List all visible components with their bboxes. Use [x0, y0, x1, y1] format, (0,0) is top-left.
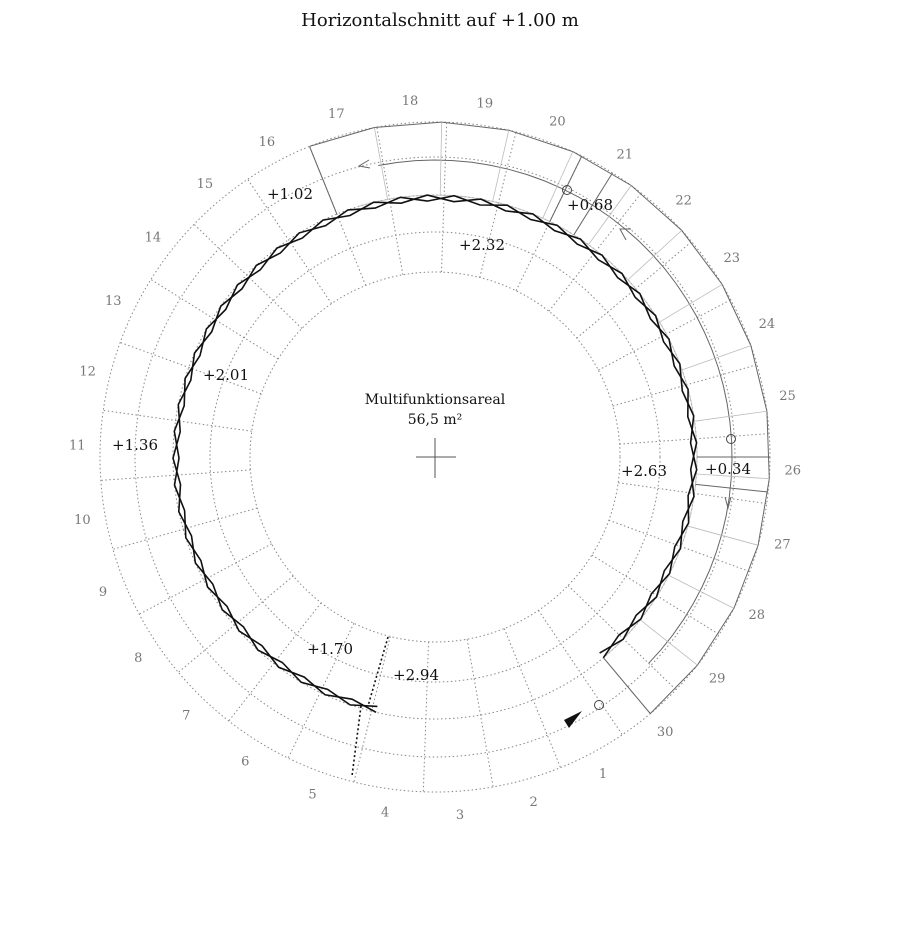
ramp-start	[603, 658, 650, 714]
step-number: 26	[784, 463, 802, 479]
ramp-step-line	[588, 185, 631, 244]
flight-boundary	[368, 637, 388, 706]
ramp-step-line	[628, 230, 682, 279]
step-number: 1	[598, 767, 608, 783]
step-number: 28	[748, 607, 766, 623]
area-size: 56,5 m²	[407, 412, 463, 428]
level-label: +1.70	[307, 640, 353, 658]
level-label: +1.36	[112, 436, 158, 454]
step-number: 14	[144, 230, 162, 246]
level-label: +0.34	[705, 460, 751, 478]
radial-step-line	[423, 642, 428, 792]
arrow-head-icon	[620, 229, 631, 240]
step-number: 18	[401, 93, 419, 109]
step-number: 5	[308, 787, 317, 803]
step-number: 3	[455, 808, 465, 824]
radial-step-line	[609, 520, 750, 571]
step-number: 17	[328, 106, 345, 122]
step-number: 4	[381, 805, 390, 821]
radial-step-line	[538, 610, 622, 734]
step-number: 29	[708, 671, 726, 687]
radial-step-line	[568, 586, 676, 690]
step-number: 21	[616, 147, 633, 163]
arrow-head-icon	[359, 160, 370, 168]
landing-line	[696, 484, 769, 492]
ramp-outer-edge	[310, 122, 770, 714]
step-number: 2	[529, 795, 538, 811]
step-number: 23	[723, 250, 741, 266]
step-number: 27	[774, 537, 791, 553]
step-number: 12	[79, 364, 96, 380]
level-label: +2.01	[203, 366, 249, 384]
step-number: 19	[476, 96, 494, 112]
step-number: 9	[98, 585, 108, 601]
step-number: 11	[68, 438, 86, 454]
ramp-step-line	[640, 620, 697, 665]
radial-step-line	[151, 279, 278, 358]
plan-title: Horizontalschnitt auf +1.00 m	[301, 10, 579, 31]
step-number: 8	[134, 651, 143, 667]
step-number: 15	[196, 176, 214, 192]
step-number: 13	[104, 294, 122, 310]
step-number: 25	[779, 388, 796, 404]
radial-step-line	[194, 224, 302, 328]
area-name: Multifunktionsareal	[364, 392, 506, 408]
step-number: 20	[549, 114, 566, 130]
ramp-step-line	[374, 128, 387, 200]
step-number: 7	[182, 708, 191, 724]
level-label: +0.68	[567, 196, 613, 214]
flight-boundary	[352, 706, 361, 776]
ramp-step-line	[669, 575, 734, 608]
step-number: 22	[675, 193, 692, 209]
step-number: 16	[258, 134, 276, 150]
step-number: 24	[758, 316, 776, 332]
step-number: 10	[74, 513, 91, 529]
node-marker	[595, 701, 604, 710]
level-label: +2.32	[459, 236, 505, 254]
ramp-end	[310, 146, 337, 214]
radial-step-line	[592, 555, 719, 634]
outer-ramp	[310, 122, 771, 714]
step-number: 30	[656, 725, 674, 741]
level-label: +1.02	[267, 185, 313, 203]
level-label: +2.94	[393, 666, 439, 684]
ramp-step-line	[695, 411, 767, 421]
ramp-step-line	[682, 346, 751, 370]
level-label: +2.63	[621, 462, 667, 480]
ramp-step-line	[440, 122, 441, 195]
center-mark	[416, 438, 456, 478]
ramp-step-line	[660, 284, 723, 322]
step-number: 6	[241, 754, 250, 770]
